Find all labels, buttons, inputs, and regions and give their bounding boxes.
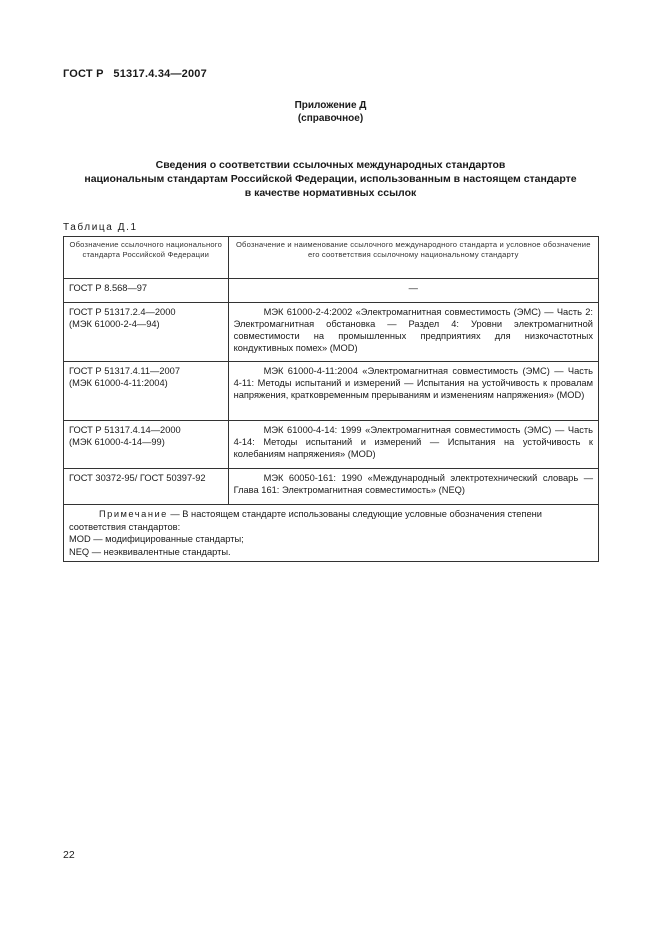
page-number: 22 [63, 849, 75, 861]
correspondence-table [63, 236, 599, 562]
iec-description: МЭК 61000-4-14: 1999 «Электромагнитная совместимость (ЭМС) — Часть 4-14: Методы испытаний и измерений — Испытания на устойчивость к колебаниям напряжения» (MOD) [233, 425, 593, 459]
table-caption: Таблица Д.1 [63, 222, 138, 233]
table-note [64, 505, 599, 562]
main-title-line-1: Сведения о соответствии ссылочных международных стандартов [155, 159, 506, 171]
iec-description: МЭК 60050-161: 1990 «Международный электротехнический словарь — Глава 161: Электромагнитная совместимость» (NEQ) [233, 473, 593, 495]
table-row [64, 362, 599, 421]
national-standard-cell [64, 303, 229, 362]
table-note-row [64, 505, 599, 562]
gost-designation: ГОСТ Р 51317.4.11—2007 [69, 366, 181, 376]
iec-description: МЭК 61000-4-11:2004 «Электромагнитная совместимость (ЭМС) — Часть 4-11: Методы испытаний и измерений — Испытания на устойчивость к провалам напряжения, кратковременным прерываниям и изменениям напряжения» (MOD) [233, 366, 593, 400]
note-label: Примечание [99, 509, 168, 519]
gost-designation: ГОСТ Р 51317.4.14—2000 [69, 425, 181, 435]
appendix-title: Приложение Д [294, 100, 367, 111]
iec-description: МЭК 61000-2-4:2002 «Электромагнитная совместимость (ЭМС) — Часть 2: Электромагнитная обстановка — Раздел 4: Уровни электромагнитной совместимости на промышленных предприятиях для низкочастотных кондуктивных помех» (MOD) [233, 307, 593, 353]
gost-designation: ГОСТ Р 8.568—97 [69, 283, 148, 293]
appendix-subtitle: (справочное) [297, 113, 364, 124]
international-standard-cell [228, 421, 598, 469]
table-row [64, 421, 599, 469]
header-international-standard: Обозначение и наименование ссылочного международного стандарта и условное обозначение его соответствия ссылочному национальному стандарту [228, 237, 598, 279]
table-row [64, 469, 599, 505]
note-intro [69, 508, 593, 533]
header-national-standard: Обозначение ссылочного национального стандарта Российской Федерации [64, 237, 229, 279]
national-standard-cell [64, 469, 229, 505]
main-title-line-2: национальным стандартам Российской Федерации, использованным в настоящем стандарте [84, 173, 577, 185]
international-standard-cell: — [228, 279, 598, 303]
document-code-header: ГОСТ Р 51317.4.34—2007 [63, 68, 207, 80]
iec-equivalent: (МЭК 61000-2-4—94) [69, 319, 160, 329]
note-neq: NEQ — неэквивалентные стандарты. [69, 546, 231, 557]
gost-designation: ГОСТ Р 51317.2.4—2000 [69, 307, 176, 317]
international-standard-cell [228, 303, 598, 362]
iec-equivalent: (МЭК 61000-4-11:2004) [69, 378, 168, 388]
national-standard-cell [64, 279, 229, 303]
note-text: — В настоящем стандарте использованы следующие условные обозначения степени соответствия стандартов: [69, 509, 542, 532]
national-standard-cell [64, 362, 229, 421]
international-standard-cell [228, 362, 598, 421]
national-standard-cell [64, 421, 229, 469]
iec-equivalent: (МЭК 61000-4-14—99) [69, 437, 165, 447]
table-row [64, 279, 599, 303]
table-row [64, 303, 599, 362]
note-mod: MOD — модифицированные стандарты; [69, 534, 244, 544]
gost-designation: ГОСТ 30372-95/ ГОСТ 50397-92 [69, 473, 206, 483]
table-header-row [64, 237, 599, 279]
appendix-heading [0, 99, 661, 125]
international-standard-cell [228, 469, 598, 505]
main-title-line-3: в качестве нормативных ссылок [244, 187, 417, 199]
main-title [0, 158, 661, 200]
